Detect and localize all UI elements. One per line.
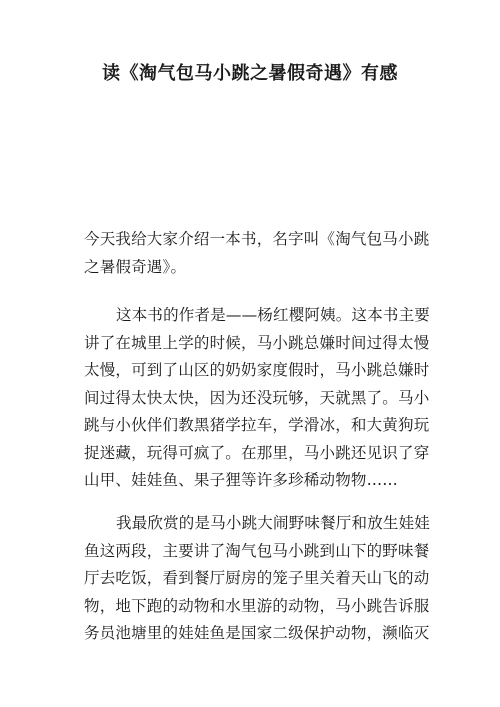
paragraph-summary (84, 302, 431, 495)
document-title: 读《淘气包马小跳之暑假奇遇》有感 (102, 63, 398, 84)
paragraph-line: 间过得太快太快，因为还没玩够，天就黑了。马小 (84, 388, 430, 407)
paragraph-line: 太慢，可到了山区的奶奶家度假时，马小跳总嫌时 (84, 361, 430, 379)
paragraph-line: 鱼这两段，主要讲了淘气包马小跳到山下的野味餐 (84, 541, 430, 560)
paragraph-line: 今天我给大家介绍一本书，名字叫《淘气包马小跳 (84, 230, 430, 248)
paragraph-intro (84, 226, 430, 281)
paragraph-line: 物，地下跑的动物和水里游的动物，马小跳告诉服 (84, 596, 430, 615)
paragraph-favorite (84, 510, 431, 648)
paragraph-line: 务员池塘里的娃娃鱼是国家二级保护动物，濒临灭 (84, 624, 430, 642)
paragraph-line: 讲了在城里上学的时候，马小跳总嫌时间过得太慢 (84, 333, 430, 352)
paragraph-line: 山甲、娃娃鱼、果子狸等许多珍稀动物物…… (84, 471, 399, 489)
paragraph-line: 厅去吃饭，看到餐厅厨房的笼子里关着天山飞的动 (84, 569, 430, 587)
paragraph-line: 之暑假奇遇》。 (84, 257, 187, 276)
paragraph-line: 我最欣赏的是马小跳大闹野味餐厅和放生娃娃 (116, 514, 431, 532)
paragraph-line: 捉迷藏，玩得可疯了。在那里，马小跳还见识了穿 (84, 443, 430, 462)
paragraph-line: 这本书的作者是——杨红樱阿姨。这本书主要 (116, 306, 431, 324)
paragraph-line: 跳与小伙伴们教黑猪学拉车，学滑冰，和大黄狗玩 (84, 416, 430, 434)
